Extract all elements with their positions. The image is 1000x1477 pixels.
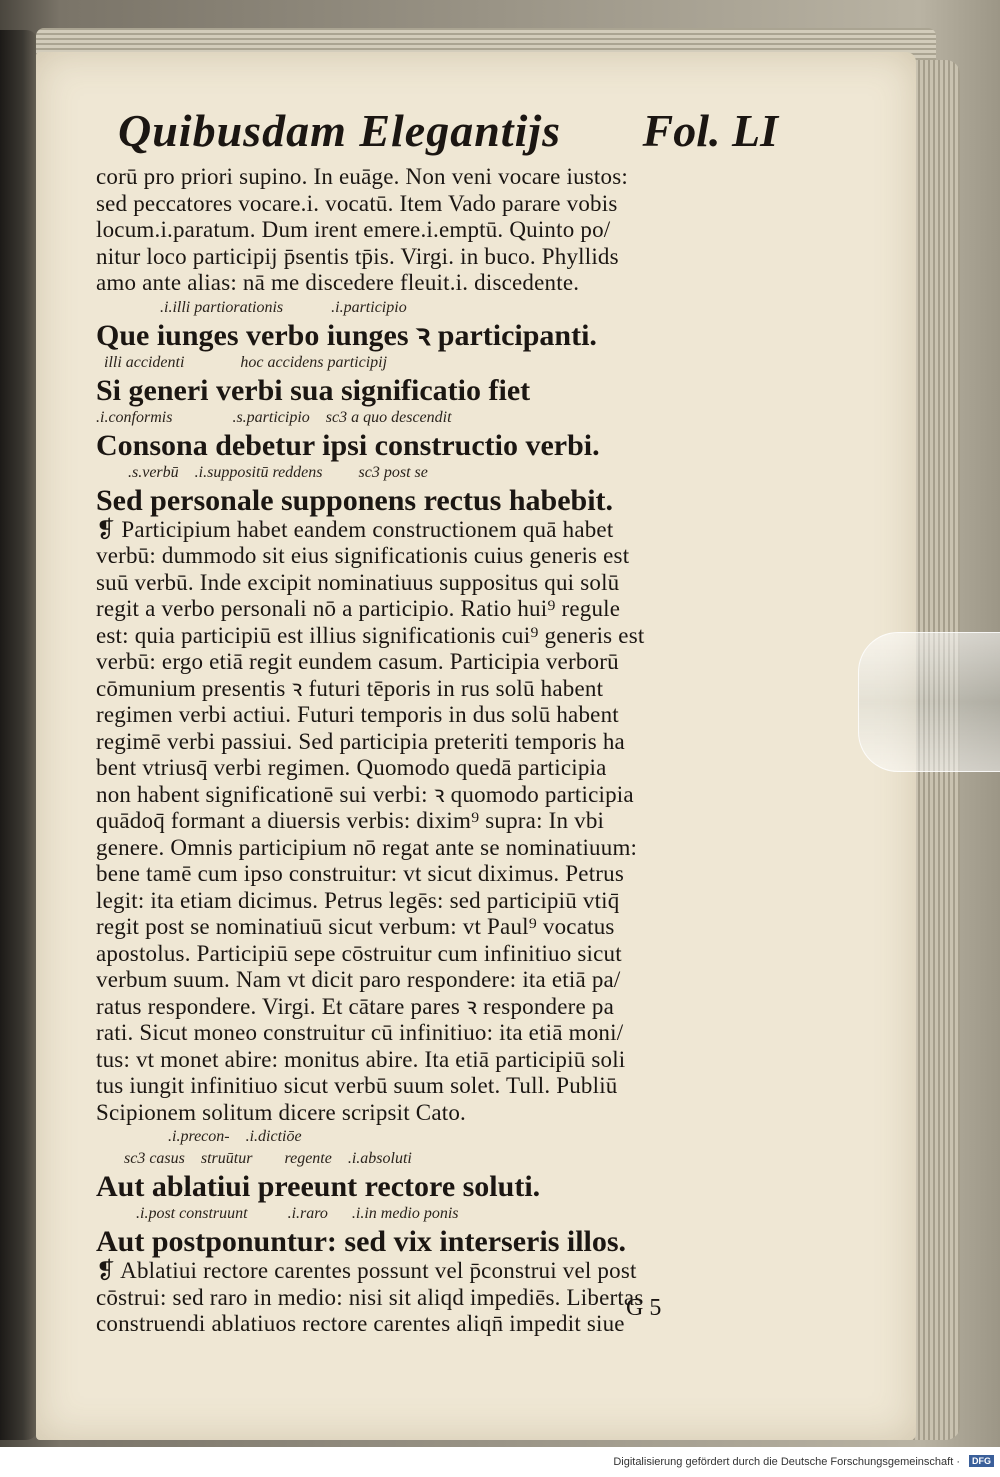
text-line: regimen verbi actiui. Futuri temporis in dus solū habent	[96, 702, 619, 727]
text-line: tus iungit infinitiuo sicut verbū suum solet. Tull. Publiū	[96, 1073, 618, 1098]
text-line: locum.i.paratum. Dum irent emere.i.emptū. Quinto po/	[96, 217, 611, 242]
verse-line: Si generi verbi sua significatio fiet	[96, 373, 531, 407]
text-line: nitur loco participij p̄sentis tp̄is. Virgi. in buco. Phyllids	[96, 243, 619, 269]
text-line: verbū: ergo etiā regit eundem casum. Participia verborū	[96, 649, 619, 674]
text-line: corū pro priori supino. In euāge. Non veni vocare iustos:	[96, 164, 628, 189]
text-line: cōstrui: sed raro in medio: nisi sit aliqd impediēs. Libertas	[96, 1284, 644, 1310]
text-line: amo ante alias: nā me discedere fleuit.i. discedente.	[96, 270, 580, 295]
footer-bar	[0, 1447, 1000, 1477]
gloss-line: illi accidenti hoc accidens participij	[96, 353, 388, 371]
text-line: ❡ Participium habet eandem constructionem quā habet	[96, 516, 614, 542]
text-line: bent vtriusq̄ verbi regimen. Quomodo quedā participia	[96, 755, 607, 780]
text-line: est: quia participiū est illius significationis cui⁹ generis est	[96, 622, 645, 648]
text-line: tus: vt monet abire: monitus abire. Ita etiā participiū soli	[96, 1046, 626, 1072]
verse-line: Sed personale supponens rectus habebit.	[96, 483, 614, 517]
verse-line: Consona debetur ipsi constructio verbi.	[96, 428, 600, 462]
signature-mark: G 5	[626, 1295, 662, 1321]
text-line: cōmunium presentis ꝛ futuri tēporis in rus solū habent	[96, 675, 604, 701]
text-line: regit a verbo personali nō a participio. Ratio hui⁹ regule	[96, 596, 621, 621]
running-title: Quibusdam Elegantijs	[118, 105, 562, 156]
text-line: ratus respondere. Virgi. Et cātare pares ꝛ respondere pa	[96, 993, 614, 1019]
glass-page-clip	[858, 632, 1000, 772]
verse-line: Aut ablatiui preeunt rectore soluti.	[96, 1170, 541, 1203]
text-line: Scipionem solitum dicere scripsit Cato.	[96, 1099, 466, 1125]
text-line: ❡ Ablatiui rectore carentes possunt vel p̄construi vel post	[96, 1258, 637, 1283]
dfg-logo: DFG	[969, 1455, 994, 1467]
text-line: bene tamē cum ipso construitur: vt sicut diximus. Petrus	[96, 861, 624, 886]
book-spine-shadow	[0, 30, 38, 1440]
verse-line: Que iunges verbo iunges ꝛ participanti.	[96, 318, 597, 352]
gloss-line: .i.post construunt .i.raro .i.in medio ponis	[96, 1205, 459, 1222]
verse-line: Aut postponuntur: sed vix interseris illos.	[96, 1225, 627, 1258]
text-line: regimē verbi passiui. Sed participia preteriti temporis ha	[96, 728, 625, 754]
running-header	[118, 104, 778, 164]
gloss-line: .i.illi partiorationis .i.participio	[96, 298, 407, 316]
text-line: construendi ablatiuos rectore carentes aliqn̄ impedit siue	[96, 1311, 625, 1336]
folio-number: Fol. LI	[642, 105, 778, 156]
text-line: regit post se nominatiuū sicut verbum: vt Paul⁹ vocatus	[96, 914, 615, 939]
page-text	[96, 164, 756, 1338]
book-page	[36, 52, 916, 1440]
text-line: apostolus. Participiū sepe cōstruitur cum infinitiuo sicut	[96, 940, 622, 966]
text-line: non habent significationē sui verbi: ꝛ quomodo participia	[96, 781, 634, 807]
text-line: suū verbū. Inde excipit nominatiuus suppositus qui solū	[96, 569, 620, 595]
text-line: verbū: dummodo sit eius significationis cuius generis est	[96, 543, 630, 568]
text-line: quādoq̄ formant a diuersis verbis: dixim⁹ supra: In vbi	[96, 808, 605, 833]
text-line: rati. Sicut moneo construitur cū infinitiuo: ita etiā moni/	[96, 1020, 624, 1045]
text-line: genere. Omnis participium nō regat ante se nominatiuum:	[96, 834, 638, 860]
text-line: verbum suum. Nam vt dicit paro respondere: ita etiā pa/	[96, 967, 621, 992]
gloss-line: .s.verbū .i.suppositū reddens sc3 post se	[96, 463, 428, 481]
gloss-line: .i.precon- .i.dictiōe	[96, 1128, 302, 1145]
text-line: legit: ita etiam dicimus. Petrus legēs: sed participiū vtiq̄	[96, 887, 620, 913]
gloss-line: .i.conformis .s.participio sc3 a quo descendit	[96, 408, 452, 426]
funding-note: Digitalisierung gefördert durch die Deutsche Forschungsgemeinschaft ·	[613, 1456, 960, 1468]
gloss-line: sc3 casus struūtur regente .i.absoluti	[96, 1150, 412, 1167]
text-line: sed peccatores vocare.i. vocatū. Item Vado parare vobis	[96, 190, 618, 216]
